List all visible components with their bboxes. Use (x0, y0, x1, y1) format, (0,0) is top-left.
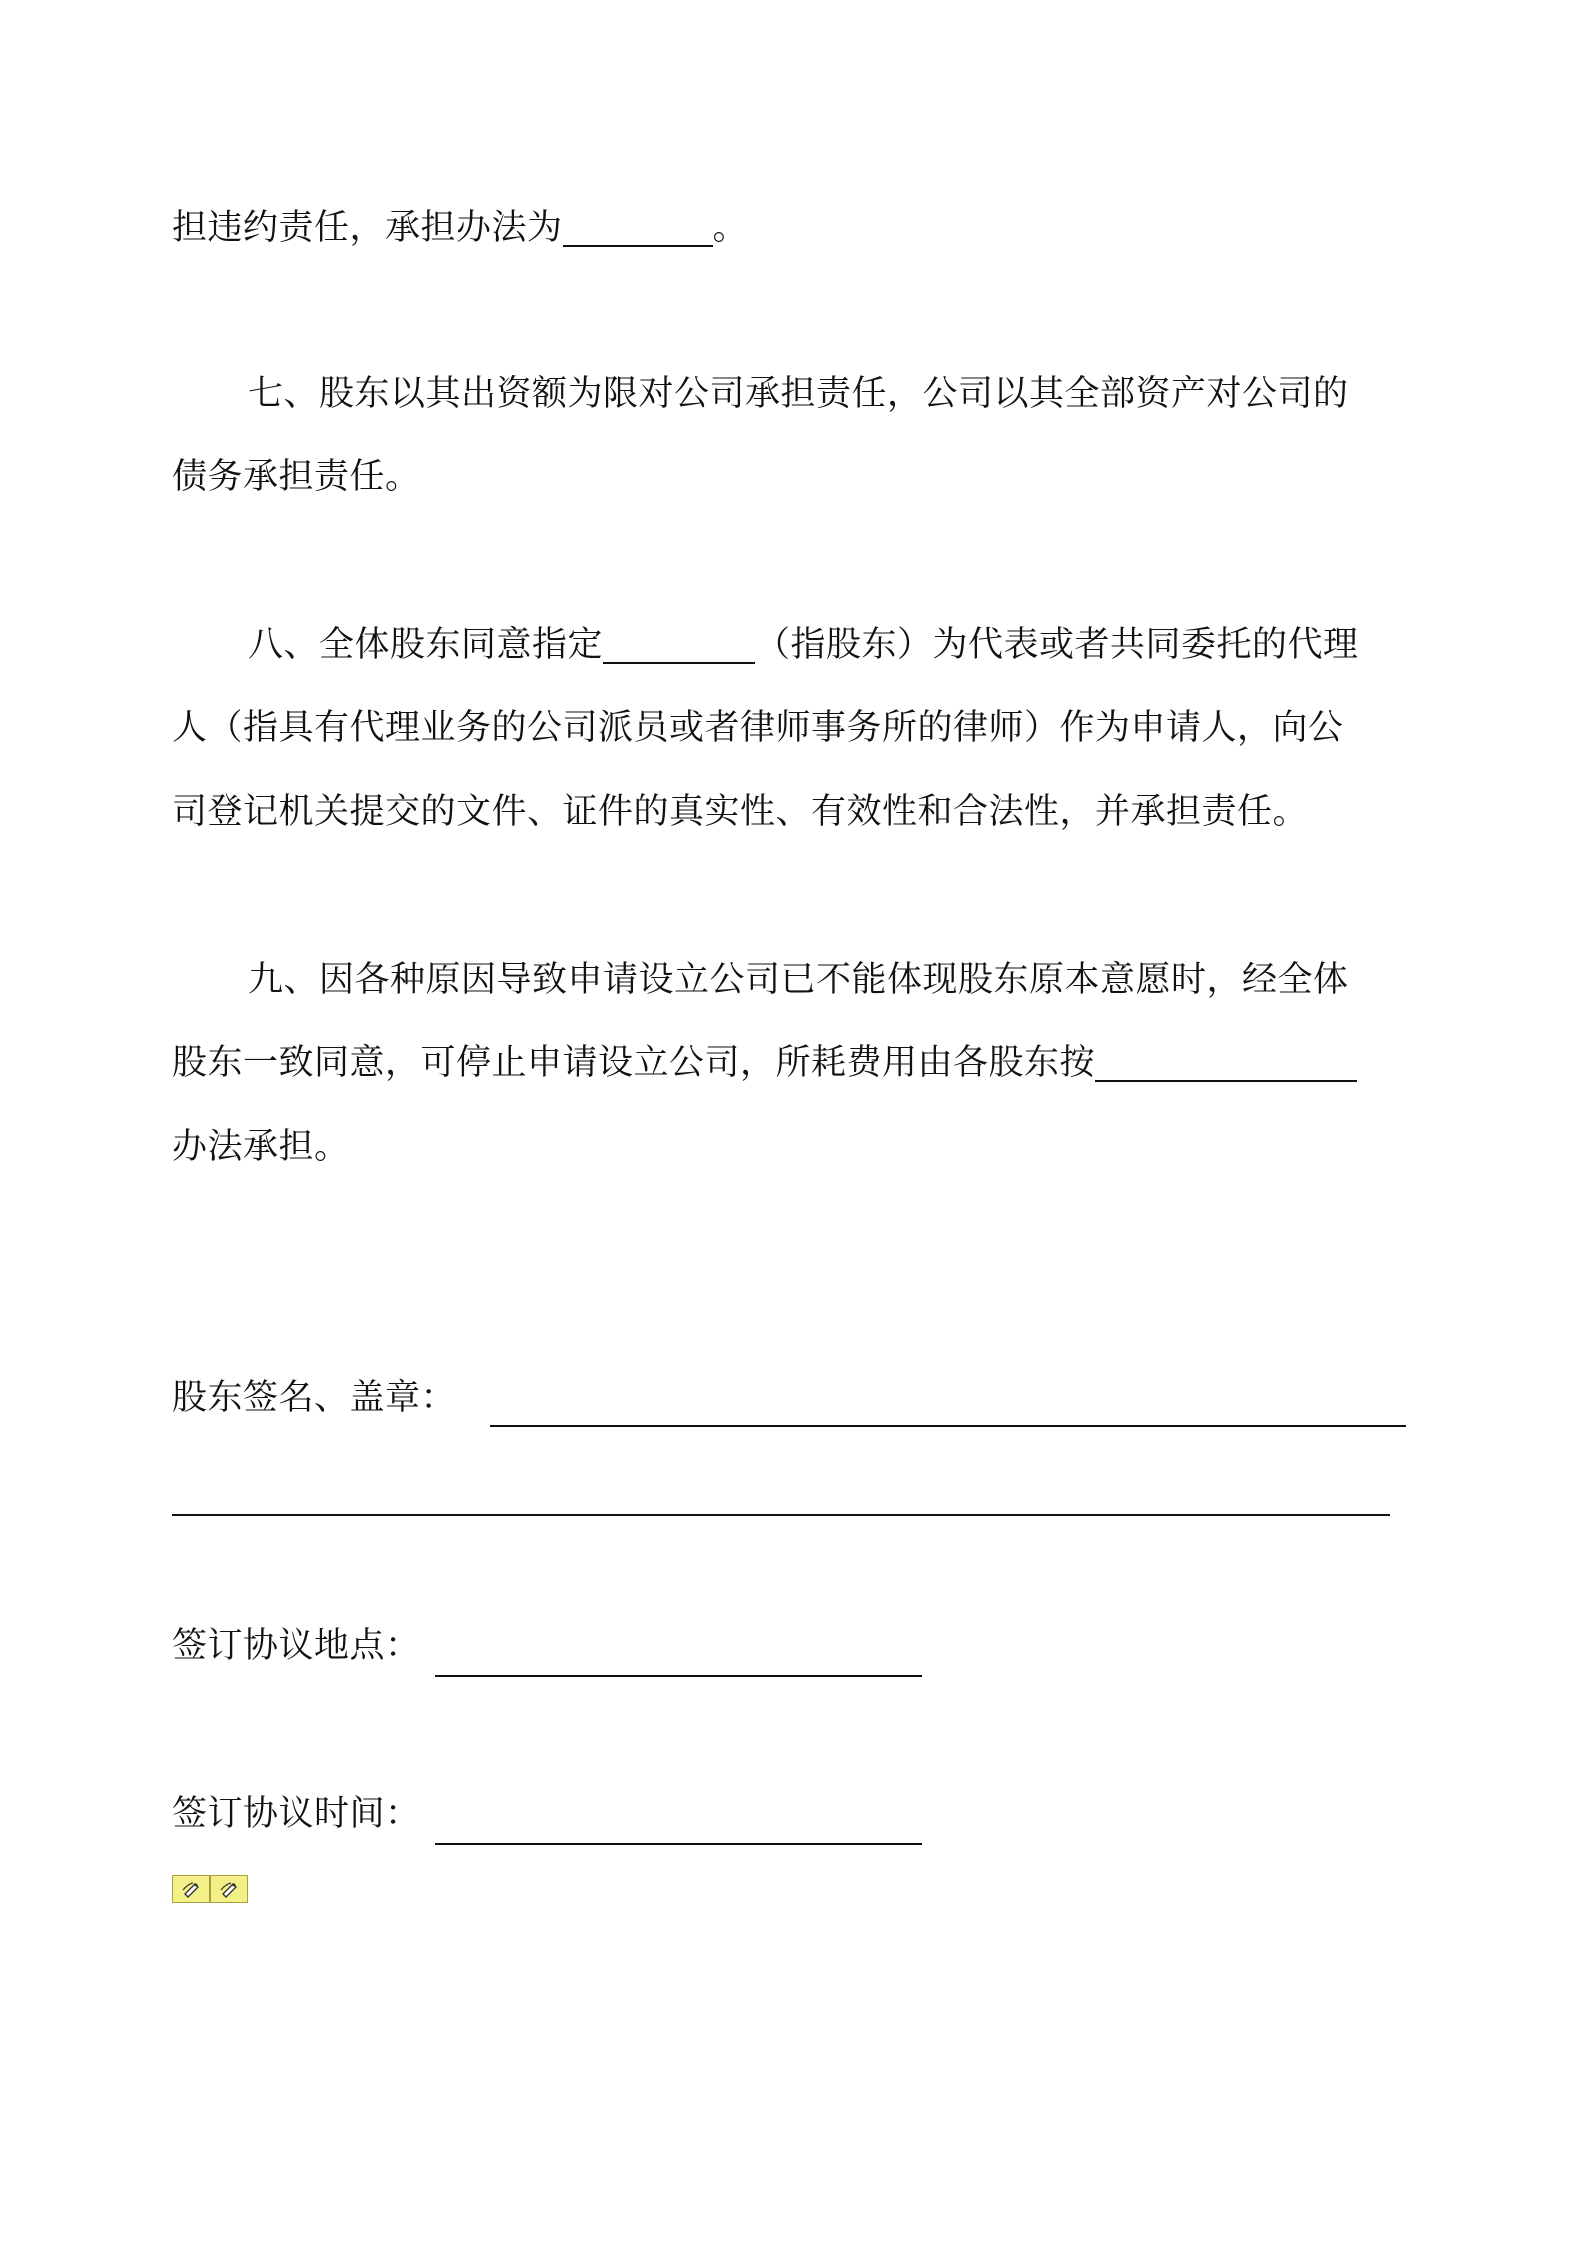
paragraph-7-line-2: 债务承担责任。 (172, 457, 421, 497)
paragraph-8-start: 八、全体股东同意指定 (248, 625, 604, 665)
paragraph-9-line-2 (172, 1039, 1357, 1087)
paragraph-8-line-1 (248, 621, 1359, 669)
place-line[interactable] (435, 1675, 922, 1677)
paragraph-8-line-3: 司登记机关提交的文件、证件的真实性、有效性和合法性，并承担责任。 (172, 792, 1309, 832)
place-label: 签订协议地点： (172, 1626, 421, 1666)
cost-sharing-method-blank[interactable] (1095, 1040, 1357, 1082)
paragraph-6-period: 。 (712, 208, 749, 248)
liability-method-blank[interactable] (563, 205, 713, 247)
form-field-icon[interactable] (210, 1875, 248, 1903)
time-line[interactable] (435, 1843, 922, 1845)
paragraph-8-end: （指股东）为代表或者共同委托的代理 (755, 625, 1359, 665)
signature-label: 股东签名、盖章： (172, 1378, 457, 1418)
designated-shareholder-blank[interactable] (603, 622, 755, 664)
paragraph-9-line-3: 办法承担。 (172, 1127, 350, 1167)
paragraph-9-line-2-text: 股东一致同意，可停止申请设立公司，所耗费用由各股东按 (172, 1043, 1096, 1083)
paragraph-6-tail (172, 204, 748, 252)
signature-line-1[interactable] (490, 1425, 1406, 1427)
paragraph-9-line-1: 九、因各种原因导致申请设立公司已不能体现股东原本意愿时，经全体 (248, 960, 1349, 1000)
signature-line-2[interactable] (172, 1514, 1390, 1516)
form-field-icon[interactable] (172, 1875, 210, 1903)
time-label: 签订协议时间： (172, 1794, 421, 1834)
paragraph-7-line-1: 七、股东以其出资额为限对公司承担责任，公司以其全部资产对公司的 (248, 374, 1349, 414)
paragraph-8-line-2: 人（指具有代理业务的公司派员或者律师事务所的律师）作为申请人，向公 (172, 708, 1344, 748)
form-field-icons (172, 1875, 248, 1903)
paragraph-6-tail-text: 担违约责任，承担办法为 (172, 208, 563, 248)
